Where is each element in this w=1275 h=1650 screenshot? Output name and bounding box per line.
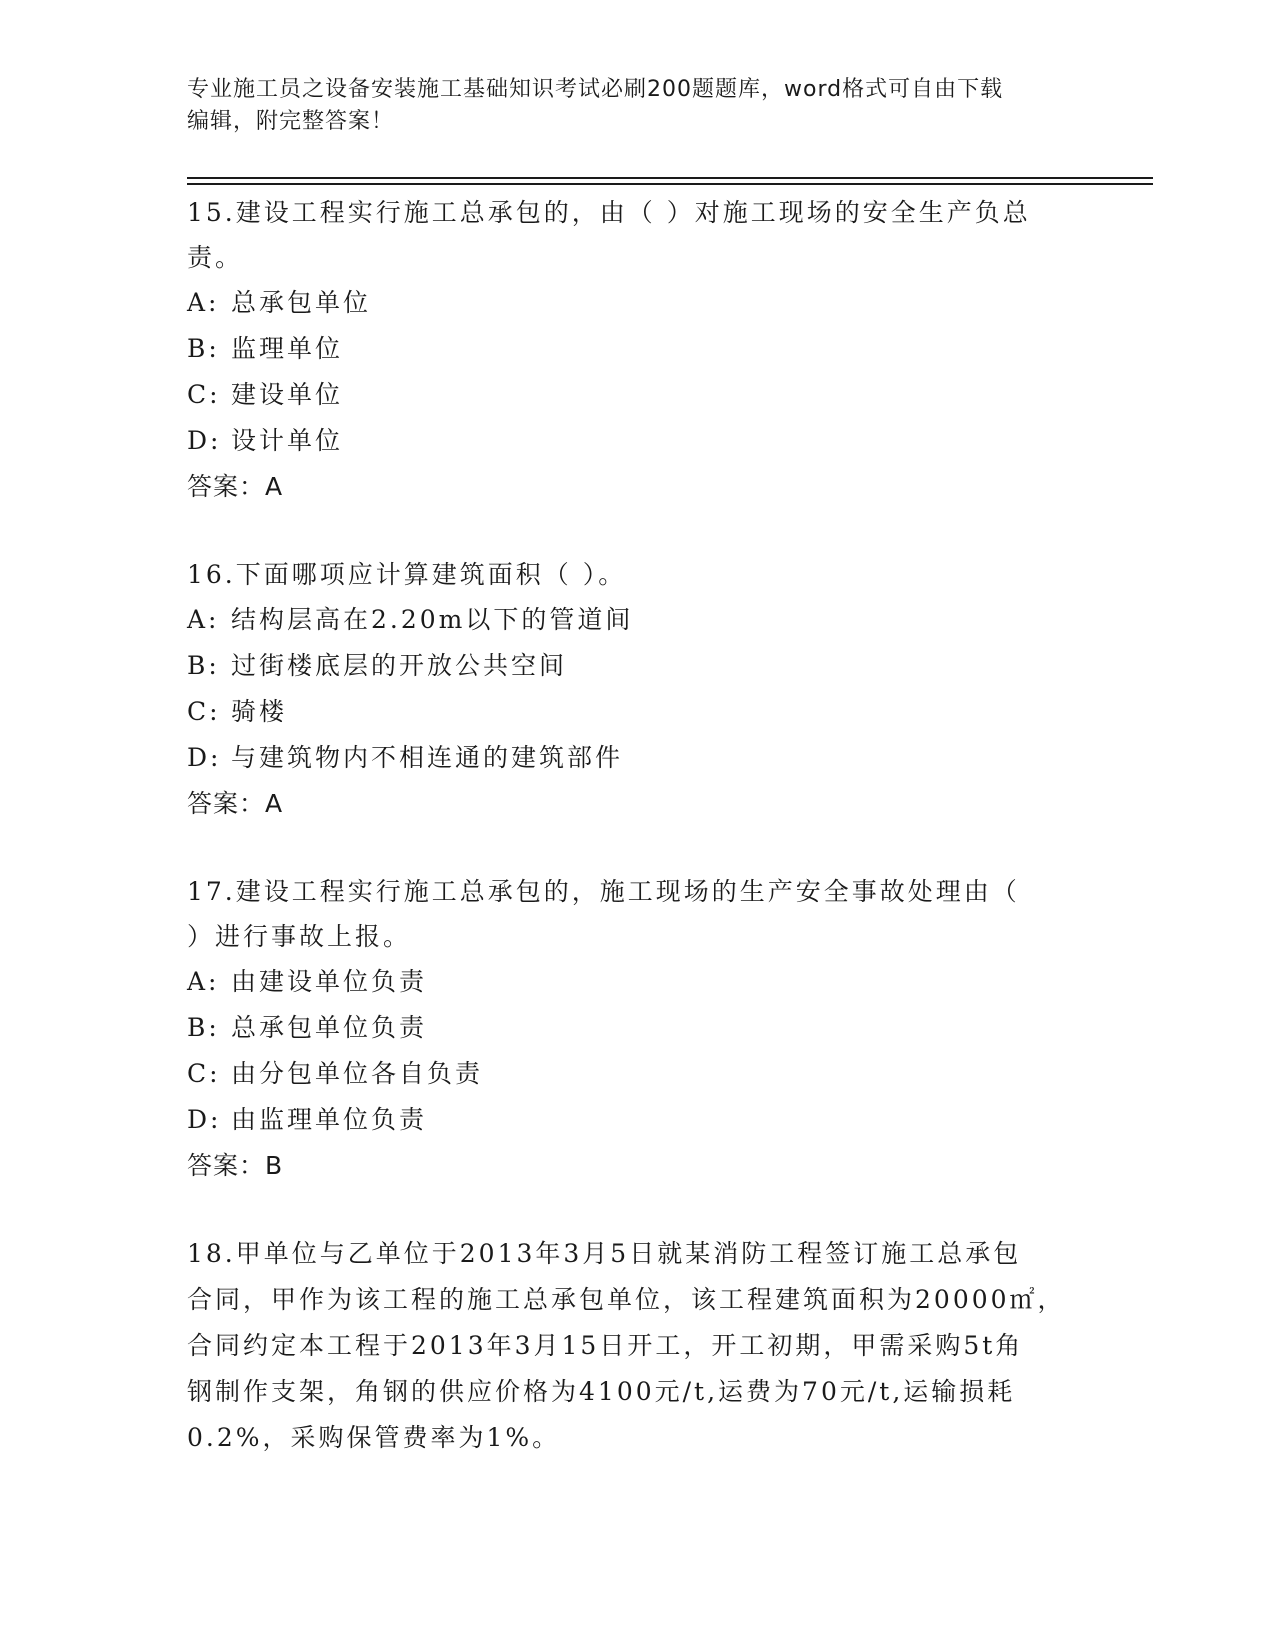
option-a	[187, 597, 1067, 643]
answer-line: 答案：A	[187, 789, 284, 818]
option-text: 监理单位	[231, 334, 344, 363]
question-18	[187, 1231, 1067, 1461]
option-key: A:	[187, 605, 220, 634]
option-d	[187, 418, 1067, 464]
question-stem	[187, 190, 1067, 280]
option-text: 总承包单位负责	[231, 1013, 428, 1042]
option-text: 骑楼	[231, 697, 288, 726]
header-line-2: 编辑，附完整答案！	[187, 109, 395, 134]
question-stem-line: 0.2%，采购保管费率为1%。	[187, 1423, 561, 1452]
option-text: 与建筑物内不相连通的建筑部件	[231, 743, 624, 772]
option-key: A:	[187, 967, 220, 996]
option-a	[187, 959, 1067, 1005]
option-b	[187, 643, 1067, 689]
header-rule-bottom	[187, 183, 1153, 185]
option-a	[187, 280, 1067, 326]
option-text: 设计单位	[231, 426, 344, 455]
option-c	[187, 372, 1067, 418]
document-header	[187, 74, 1067, 138]
option-text: 总承包单位	[231, 288, 372, 317]
option-c	[187, 1051, 1067, 1097]
header-line-1: 专业施工员之设备安装施工基础知识考试必刷200题题库，word格式可自由下载	[187, 77, 1004, 102]
option-key: D:	[187, 1105, 222, 1134]
option-d	[187, 1097, 1067, 1143]
option-key: B:	[187, 334, 220, 363]
header-rule-top	[187, 177, 1153, 179]
option-text: 由建设单位负责	[231, 967, 428, 996]
question-stem-line: 合同约定本工程于2013年3月15日开工，开工初期，甲需采购5t角	[187, 1331, 1024, 1360]
question-stem-line: 16.下面哪项应计算建筑面积（ ）。	[187, 560, 627, 589]
question-stem-line: 钢制作支架，角钢的供应价格为4100元/t,运费为70元/t,运输损耗	[187, 1377, 1016, 1406]
option-key: D:	[187, 743, 222, 772]
question-15	[187, 190, 1067, 510]
option-text: 过街楼底层的开放公共空间	[231, 651, 568, 680]
question-list	[187, 190, 1067, 1503]
option-key: B:	[187, 1013, 220, 1042]
option-text: 由分包单位各自负责	[231, 1059, 484, 1088]
answer-line: 答案：B	[187, 1151, 284, 1180]
option-key: C:	[187, 697, 221, 726]
question-stem-line: 17.建设工程实行施工总承包的，施工现场的生产安全事故处理由（	[187, 877, 1020, 906]
question-stem-line: ）进行事故上报。	[187, 922, 412, 951]
question-stem-line: 责。	[187, 243, 244, 272]
option-d	[187, 735, 1067, 781]
question-stem-line: 合同，甲作为该工程的施工总承包单位，该工程建筑面积为20000㎡，	[187, 1285, 1066, 1314]
option-key: C:	[187, 1059, 221, 1088]
option-key: B:	[187, 651, 220, 680]
option-b	[187, 1005, 1067, 1051]
option-b	[187, 326, 1067, 372]
option-key: D:	[187, 426, 222, 455]
question-17	[187, 869, 1067, 1189]
option-text: 结构层高在2.20m以下的管道间	[231, 605, 634, 634]
question-stem	[187, 1231, 1067, 1461]
option-c	[187, 689, 1067, 735]
option-text: 建设单位	[231, 380, 344, 409]
option-key: C:	[187, 380, 221, 409]
question-stem-line: 18.甲单位与乙单位于2013年3月5日就某消防工程签订施工总承包	[187, 1239, 1022, 1268]
question-16	[187, 552, 1067, 827]
question-stem-line: 15.建设工程实行施工总承包的，由（ ）对施工现场的安全生产负总	[187, 198, 1031, 227]
question-stem	[187, 552, 1067, 597]
option-text: 由监理单位负责	[231, 1105, 428, 1134]
question-stem	[187, 869, 1067, 959]
answer-line: 答案：A	[187, 472, 284, 501]
option-key: A:	[187, 288, 220, 317]
